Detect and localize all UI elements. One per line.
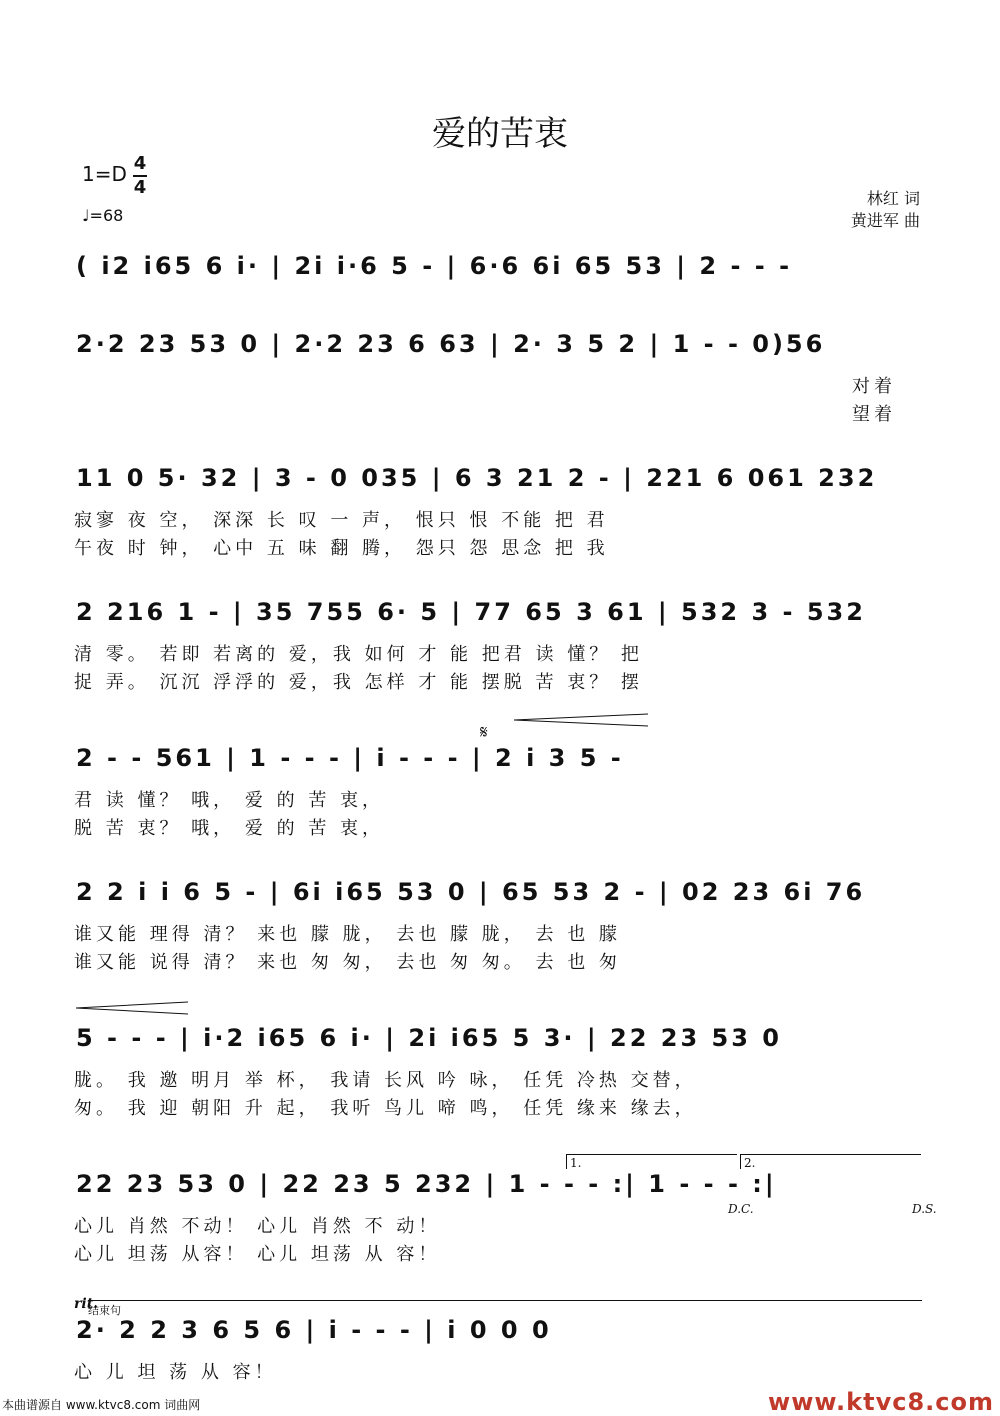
lyrics-row-4-verse-1: 清 零。 若即 若离的 爱，我 如何 才 能 把君 读 懂？ 把 [74, 644, 643, 665]
lyrics-row-3-verse-2: 午夜 时 钟， 心中 五 味 翻 腾， 怨只 怨 思念 把 我 [74, 538, 609, 559]
notes-row-2: 2·2 23 53 0 | 2·2 23 6 63 | 2· 3 5 2 | 1 - - 0)56 [76, 330, 826, 358]
notes-row-5: 2 - - 561 | 1 - - - | i - - - | 2 i 3 5 - [76, 744, 624, 772]
notes-row-9: 2· 2 2 3 6 5 6 | i - - - | i 0 0 0 [76, 1316, 552, 1344]
tempo-marking: ♩=68 [82, 206, 124, 225]
notes-row-4: 2 216 1 - | 35 755 6· 5 | 77 65 3 61 | 532 3 - 532 [76, 598, 866, 626]
notes-row-8: 22 23 53 0 | 22 23 5 232 | 1 - - - :| 1 - - - :| [76, 1170, 777, 1198]
time-numerator: 4 [133, 153, 147, 174]
key-signature: 1=D [82, 162, 127, 186]
lyrics-row-5-verse-1: 君 读 懂？ 哦， 爱 的 苦 衷， [74, 790, 385, 811]
lyrics-row-2-verse-1: 对着 [852, 376, 896, 397]
ds-mark: D.S. [912, 1202, 937, 1216]
second-ending-label: 2. [744, 1156, 756, 1170]
footer-source-text: 本曲谱源自 www.ktvc8.com 词曲网 [2, 1398, 201, 1412]
crescendo-hairpin [514, 712, 650, 728]
lyrics-row-2-verse-2: 望着 [852, 404, 896, 425]
second-ending-bracket [740, 1154, 921, 1169]
lyricist: 林红 词 [866, 189, 920, 208]
coda-label: 结束句 [88, 1304, 121, 1317]
notes-row-3: 11 0 5· 32 | 3 - 0 035 | 6 3 21 2 - | 221 6 061 232 [76, 464, 878, 492]
lyrics-row-6-verse-1: 谁又能 理得 清？ 来也 朦 胧， 去也 朦 胧， 去 也 朦 [74, 924, 621, 945]
lyrics-row-5-verse-2: 脱 苦 衷？ 哦， 爱 的 苦 衷， [74, 818, 385, 839]
dc-mark: D.C. [728, 1202, 754, 1216]
lyrics-row-6-verse-2: 谁又能 说得 清？ 来也 匆 匆， 去也 匆 匆。 去 也 匆 [74, 952, 621, 973]
lyrics-row-8-verse-1: 心儿 肖然 不动！ 心儿 肖然 不 动！ [74, 1216, 441, 1237]
notes-row-7: 5 - - - | i·2 i65 6 i· | 2i i65 5 3· | 22 23 53 0 [76, 1024, 782, 1052]
coda-line [88, 1300, 922, 1301]
lyrics-row-7-verse-1: 胧。 我 邀 明月 举 杯， 我请 长风 吟 咏， 任凭 冷热 交替， [74, 1070, 697, 1091]
lyrics-row-7-verse-2: 匆。 我 迎 朝阳 升 起， 我听 鸟儿 啼 鸣， 任凭 缘来 缘去， [74, 1098, 697, 1119]
song-title: 爱的苦衷 [432, 114, 568, 154]
first-ending-label: 1. [570, 1156, 582, 1170]
footer-logo[interactable]: www.ktvc8.com [768, 1388, 994, 1416]
notes-row-1: ( i2 i65 6 i· | 2i i·6 5 - | 6·6 6i 65 53 | 2 - - - [76, 252, 793, 280]
decrescendo-hairpin [76, 1000, 190, 1016]
composer: 黄进军 曲 [850, 211, 920, 230]
first-ending-bracket [566, 1154, 737, 1169]
time-denominator: 4 [133, 177, 147, 198]
rit-mark: rit. [74, 1296, 99, 1312]
lyrics-row-8-verse-2: 心儿 坦荡 从容！ 心儿 坦荡 从 容！ [74, 1244, 441, 1265]
lyrics-row-4-verse-2: 捉 弄。 沉沉 浮浮的 爱，我 怎样 才 能 摆脱 苦 衷？ 摆 [74, 672, 643, 693]
lyrics-row-3-verse-1: 寂寥 夜 空， 深深 长 叹 一 声， 恨只 恨 不能 把 君 [74, 510, 609, 531]
time-signature [133, 154, 147, 198]
lyrics-row-9: 心 儿 坦 荡 从 容！ [74, 1362, 277, 1383]
notes-row-6: 2 2 i i 6 5 - | 6i i65 53 0 | 65 53 2 - | 02 23 6i 76 [76, 878, 866, 906]
segno-mark: 𝄋 [480, 722, 488, 743]
